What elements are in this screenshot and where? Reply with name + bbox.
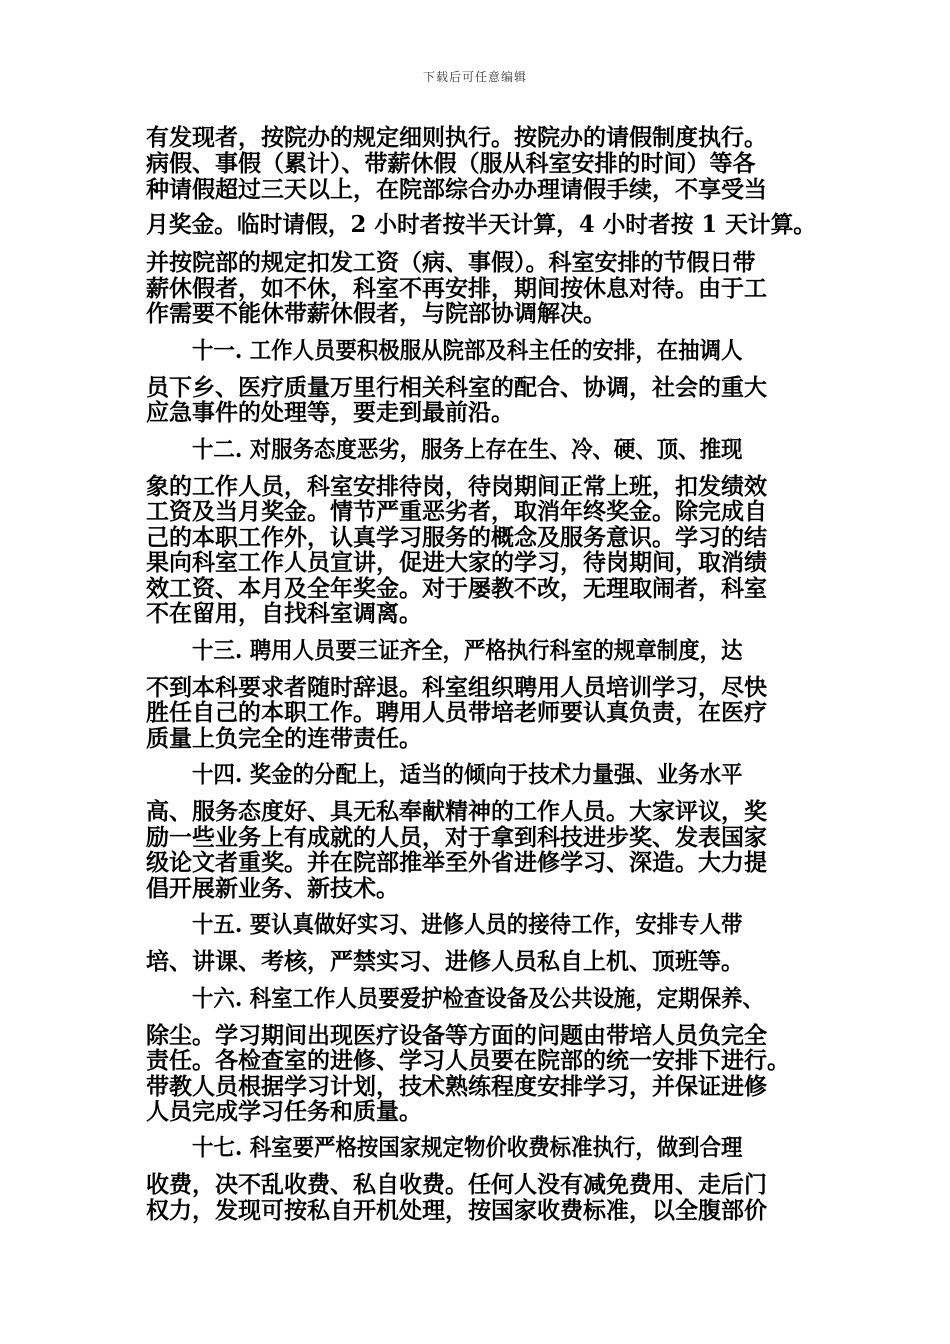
text-line: 果向科室工作人员宣讲，促进大家的学习，待岗期间，取消绩 (146, 549, 767, 576)
text-line: 权力，发现可按私自开机处理，按国家收费标准，以全腹部价 (146, 1197, 767, 1224)
text-line: 种请假超过三天以上，在院部综合办办理请假手续，不享受当 (146, 176, 767, 203)
section-heading-line: 十四. 奖金的分配上，适当的倾向于技术力量强、业务水平 (192, 761, 743, 788)
text-line: 带教人员根据学习计划，技术熟练程度安排学习，并保证进修 (146, 1073, 767, 1100)
text-line: 月奖金。临时请假，2 小时者按半天计算，4 小时者按 1 天计算。 (146, 211, 817, 238)
text-line: 级论文者重奖。并在院部推举至外省进修学习、深造。大力提 (146, 849, 767, 876)
text-line: 作需要不能休带薪休假者，与院部协调解决。 (146, 300, 606, 327)
section-heading-line: 十七. 科室要严格按国家规定物价收费标准执行，做到合理 (192, 1134, 743, 1161)
text-line: 不到本科要求者随时辞退。科室组织聘用人员培训学习，尽快 (146, 674, 767, 701)
text-line: 高、服务态度好、具无私奉献精神的工作人员。大家评议，奖 (146, 798, 767, 825)
text-line: 有发现者，按院办的规定细则执行。按院办的请假制度执行。 (146, 124, 767, 151)
text-line: 并按院部的规定扣发工资（病、事假）。科室安排的节假日带 (146, 249, 756, 276)
section-heading-line: 十三. 聘用人员要三证齐全，严格执行科室的规章制度，达 (192, 637, 743, 664)
text-line: 励一些业务上有成就的人员，对于拿到科技进步奖、发表国家 (146, 824, 767, 851)
text-line: 胜任自己的本职工作。聘用人员带培老师要认真负责，在医疗 (146, 699, 767, 726)
text-line: 效工资、本月及全年奖金。对于屡教不改，无理取闹者，科室 (146, 575, 767, 602)
text-line: 薪休假者，如不休，科室不再安排，期间按休息对待。由于工 (146, 275, 767, 302)
text-line: 工资及当月奖金。情节严重恶劣者，取消年终奖金。除完成自 (146, 498, 767, 525)
text-line: 员下乡、医疗质量万里行相关科室的配合、协调，社会的重大 (146, 374, 767, 401)
section-heading-line: 十五. 要认真做好实习、进修人员的接待工作，安排专人带 (192, 911, 743, 938)
text-line: 收费，决不乱收费、私自收费。任何人没有减免费用、走后门 (146, 1171, 767, 1198)
text-line: 不在留用，自找科室调离。 (146, 600, 422, 627)
text-line: 责任。各检查室的进修、学习人员要在院部的统一安排下进行。 (146, 1047, 790, 1074)
text-line: 病假、事假（累计）、带薪休假（服从科室安排的时间）等各 (146, 150, 756, 177)
section-heading-line: 十二. 对服务态度恶劣，服务上存在生、冷、硬、顶、推现 (192, 436, 743, 463)
text-line: 倡开展新业务、新技术。 (146, 875, 399, 902)
text-line: 质量上负完全的连带责任。 (146, 725, 422, 752)
text-line: 人员完成学习任务和质量。 (146, 1098, 422, 1125)
text-line: 除尘。学习期间出现医疗设备等方面的问题由带培人员负完全 (146, 1022, 767, 1049)
page-header: 下载后可任意编辑 (422, 70, 527, 84)
section-heading-line: 十六. 科室工作人员要爱护检查设备及公共设施，定期保养、 (192, 985, 764, 1012)
text-line: 培、讲课、考核，严禁实习、进修人员私自上机、顶班等。 (146, 948, 744, 975)
text-line: 应急事件的处理等，要走到最前沿。 (146, 399, 514, 426)
text-line: 象的工作人员，科室安排待岗，待岗期间正常上班，扣发绩效 (146, 473, 767, 500)
text-line: 己的本职工作外，认真学习服务的概念及服务意识。学习的结 (146, 524, 767, 551)
section-heading-line: 十一. 工作人员要积极服从院部及科主任的安排，在抽调人 (192, 337, 743, 364)
